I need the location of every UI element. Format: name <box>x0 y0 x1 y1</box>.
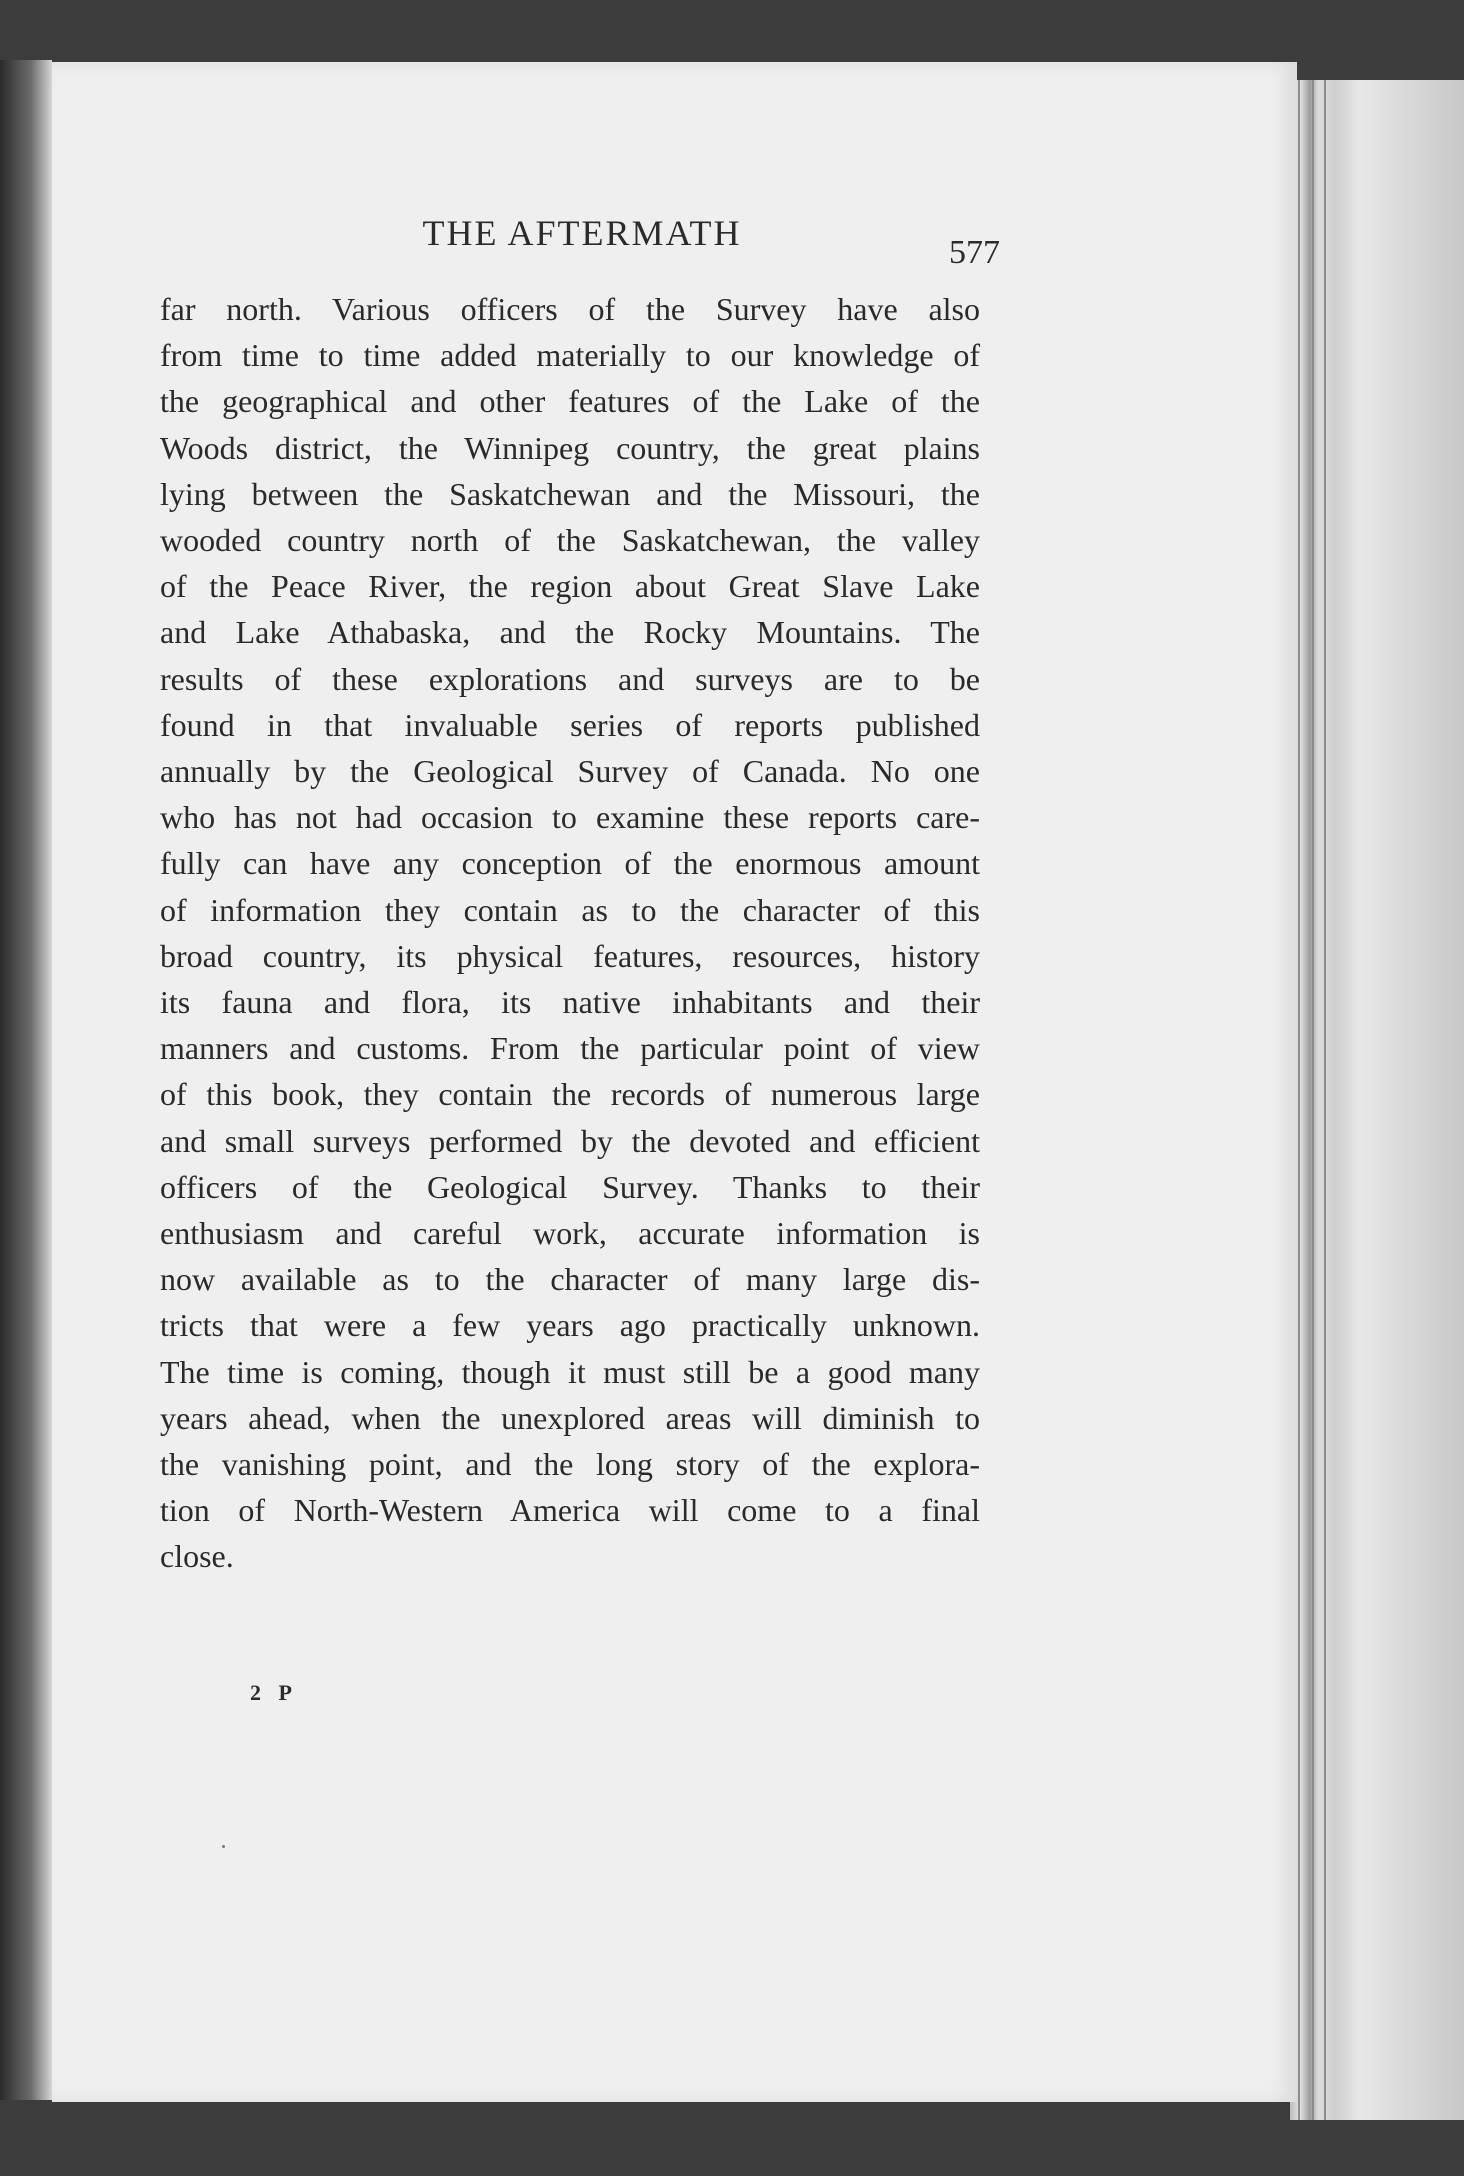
text-line: and small surveys performed by the devoted and efficient <box>160 1122 980 1159</box>
body-paragraph <box>160 286 980 1580</box>
text-line: fully can have any conception of the enormous amount <box>160 845 980 882</box>
text-line: who has not had occasion to examine these reports care- <box>160 799 980 836</box>
text-line: tricts that were a few years ago practically unknown. <box>160 1307 980 1344</box>
paper-speck <box>222 1845 225 1848</box>
text-line: officers of the Geological Survey. Thanks to their <box>160 1168 980 1205</box>
text-line: close. <box>160 1538 234 1575</box>
text-line: far north. Various officers of the Survey have also <box>160 291 980 327</box>
text-line: Woods district, the Winnipeg country, the great plains <box>160 429 980 466</box>
text-line: years ahead, when the unexplored areas will diminish to <box>160 1399 980 1436</box>
page-number: 577 <box>949 234 1000 271</box>
text-line: the vanishing point, and the long story of the explora- <box>160 1446 980 1483</box>
text-line: found in that invaluable series of reports published <box>160 706 980 743</box>
text-line: enthusiasm and careful work, accurate information is <box>160 1215 980 1252</box>
page-edge-line <box>1324 80 1326 2120</box>
text-line: now available as to the character of many large dis- <box>160 1261 980 1298</box>
text-line: its fauna and flora, its native inhabitants and their <box>160 984 980 1021</box>
text-line: from time to time added materially to our knowledge of <box>160 337 980 374</box>
text-line: manners and customs. From the particular point of view <box>160 1030 980 1067</box>
text-line: wooded country north of the Saskatchewan, the valley <box>160 522 980 559</box>
page-stack-edge <box>1290 80 1464 2120</box>
text-line: the geographical and other features of the Lake of the <box>160 383 980 420</box>
page-edge-line <box>1298 80 1300 2120</box>
text-line: results of these explorations and surveys are to be <box>160 660 980 697</box>
text-line: and Lake Athabaska, and the Rocky Mountains. The <box>160 614 980 651</box>
text-line: lying between the Saskatchewan and the Missouri, the <box>160 475 980 512</box>
text-line: tion of North-Western America will come to a final <box>160 1492 980 1529</box>
page-edge-line <box>1312 80 1314 2120</box>
text-line: broad country, its physical features, resources, history <box>160 937 980 974</box>
book-left-edge <box>0 60 52 2100</box>
signature-mark: 2 P <box>250 1680 298 1705</box>
text-line: The time is coming, though it must still be a good many <box>160 1353 980 1390</box>
text-line: of this book, they contain the records of numerous large <box>160 1076 980 1113</box>
text-line: annually by the Geological Survey of Canada. No one <box>160 753 980 790</box>
running-head: THE AFTERMATH <box>422 213 742 253</box>
text-line: of information they contain as to the character of this <box>160 891 980 928</box>
text-line: of the Peace River, the region about Great Slave Lake <box>160 568 980 605</box>
